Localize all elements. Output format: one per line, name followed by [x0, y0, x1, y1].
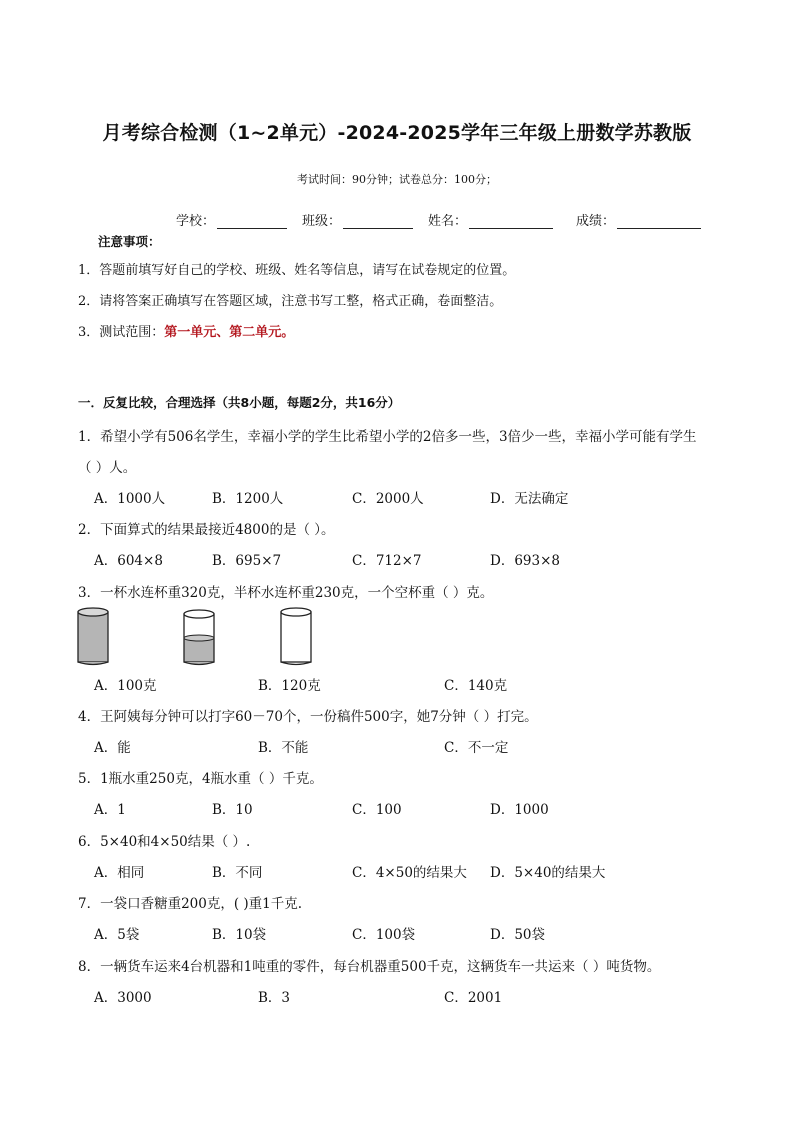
- note-item-2: 2．请将答案正确填写在答题区域，注意书写工整，格式正确，卷面整洁。: [78, 294, 503, 309]
- full-cup: [78, 608, 108, 665]
- question-3: 3．一杯水连杯重320克，半杯水连杯重230克，一个空杯重（ ）克。: [78, 585, 494, 601]
- empty-cup: [281, 608, 311, 665]
- q5-option-d[interactable]: D．1000: [490, 802, 549, 818]
- question-7: 7．一袋口香糖重200克，( )重1千克.: [78, 896, 303, 912]
- q7-option-b[interactable]: B．10袋: [212, 927, 267, 943]
- name-field[interactable]: [428, 210, 553, 229]
- q5-option-b[interactable]: B．10: [212, 802, 253, 818]
- q1-option-b[interactable]: B．1200人: [212, 491, 284, 507]
- q6-option-d[interactable]: D．5×40的结果大: [490, 865, 606, 881]
- school-field[interactable]: [176, 210, 287, 229]
- note-item-1: 1．答题前填写好自己的学校、班级、姓名等信息，请写在试卷规定的位置。: [78, 263, 516, 278]
- q4-option-c[interactable]: C．不一定: [444, 740, 509, 756]
- name-blank[interactable]: [469, 214, 553, 229]
- question-8: 8．一辆货车运来4台机器和1吨重的零件，每台机器重500千克，这辆货车一共运来（ ）吨货物。: [78, 959, 661, 975]
- q5-option-a[interactable]: A．1: [94, 802, 126, 818]
- range-value: 第一单元、第二单元。: [164, 325, 295, 340]
- score-blank[interactable]: [617, 214, 701, 229]
- school-blank[interactable]: [217, 214, 287, 229]
- section-heading: 一．反复比较，合理选择（共8小题，每题2分，共16分）: [78, 395, 401, 410]
- q1-option-a[interactable]: A．1000人: [94, 491, 166, 507]
- q7-option-d[interactable]: D．50袋: [490, 927, 546, 943]
- score-field[interactable]: [576, 210, 701, 229]
- q2-option-a[interactable]: A．604×8: [94, 553, 163, 569]
- q4-option-a[interactable]: A．能: [94, 740, 131, 756]
- q2-option-d[interactable]: D．693×8: [490, 553, 560, 569]
- q3-option-a[interactable]: A．100克: [94, 678, 157, 694]
- exam-subtitle: 考试时间：90分钟；试卷总分：100分；: [297, 173, 497, 186]
- q2-option-b[interactable]: B．695×7: [212, 553, 282, 569]
- note-item-3: [78, 321, 294, 340]
- score-label: 成绩：: [576, 214, 616, 229]
- class-label: 班级：: [302, 214, 342, 229]
- q6-option-b[interactable]: B．不同: [212, 865, 263, 881]
- q7-option-c[interactable]: C．100袋: [352, 927, 416, 943]
- q1-option-c[interactable]: C．2000人: [352, 491, 424, 507]
- q3-option-c[interactable]: C．140克: [444, 678, 508, 694]
- q6-option-a[interactable]: A．相同: [94, 865, 145, 881]
- question-6: 6．5×40和4×50结果（ ）.: [78, 834, 251, 850]
- q1-option-d[interactable]: D．无法确定: [490, 491, 569, 507]
- name-label: 姓名：: [428, 214, 468, 229]
- q8-option-b[interactable]: B．3: [258, 990, 291, 1006]
- q7-option-a[interactable]: A．5袋: [94, 927, 140, 943]
- q6-option-c[interactable]: C．4×50的结果大: [352, 865, 467, 881]
- cup-illustration: [74, 606, 334, 666]
- half-cup: [184, 610, 214, 665]
- question-5: 5．1瓶水重250克，4瓶水重（ ）千克。: [78, 771, 323, 787]
- question-1-line2: （ ）人。: [78, 460, 137, 476]
- q8-option-a[interactable]: A．3000: [94, 990, 152, 1006]
- class-blank[interactable]: [343, 214, 413, 229]
- notes-heading: 注意事项：: [98, 234, 161, 249]
- exam-title: 月考综合检测（1~2单元）-2024-2025学年三年级上册数学苏教版: [102, 122, 692, 144]
- school-label: 学校：: [176, 214, 216, 229]
- q5-option-c[interactable]: C．100: [352, 802, 402, 818]
- q3-option-b[interactable]: B．120克: [258, 678, 321, 694]
- question-1: 1．希望小学有506名学生，幸福小学的学生比希望小学的2倍多一些，3倍少一些，幸福小学可能有学生: [78, 429, 697, 445]
- q2-option-c[interactable]: C．712×7: [352, 553, 422, 569]
- q4-option-b[interactable]: B．不能: [258, 740, 309, 756]
- range-prefix: 3．测试范围：: [78, 325, 165, 340]
- q8-option-c[interactable]: C．2001: [444, 990, 503, 1006]
- class-field[interactable]: [302, 210, 413, 229]
- question-2: 2．下面算式的结果最接近4800的是（ ）。: [78, 522, 335, 538]
- question-4: 4．王阿姨每分钟可以打字60－70个，一份稿件500字，她7分钟（ ）打完。: [78, 709, 538, 725]
